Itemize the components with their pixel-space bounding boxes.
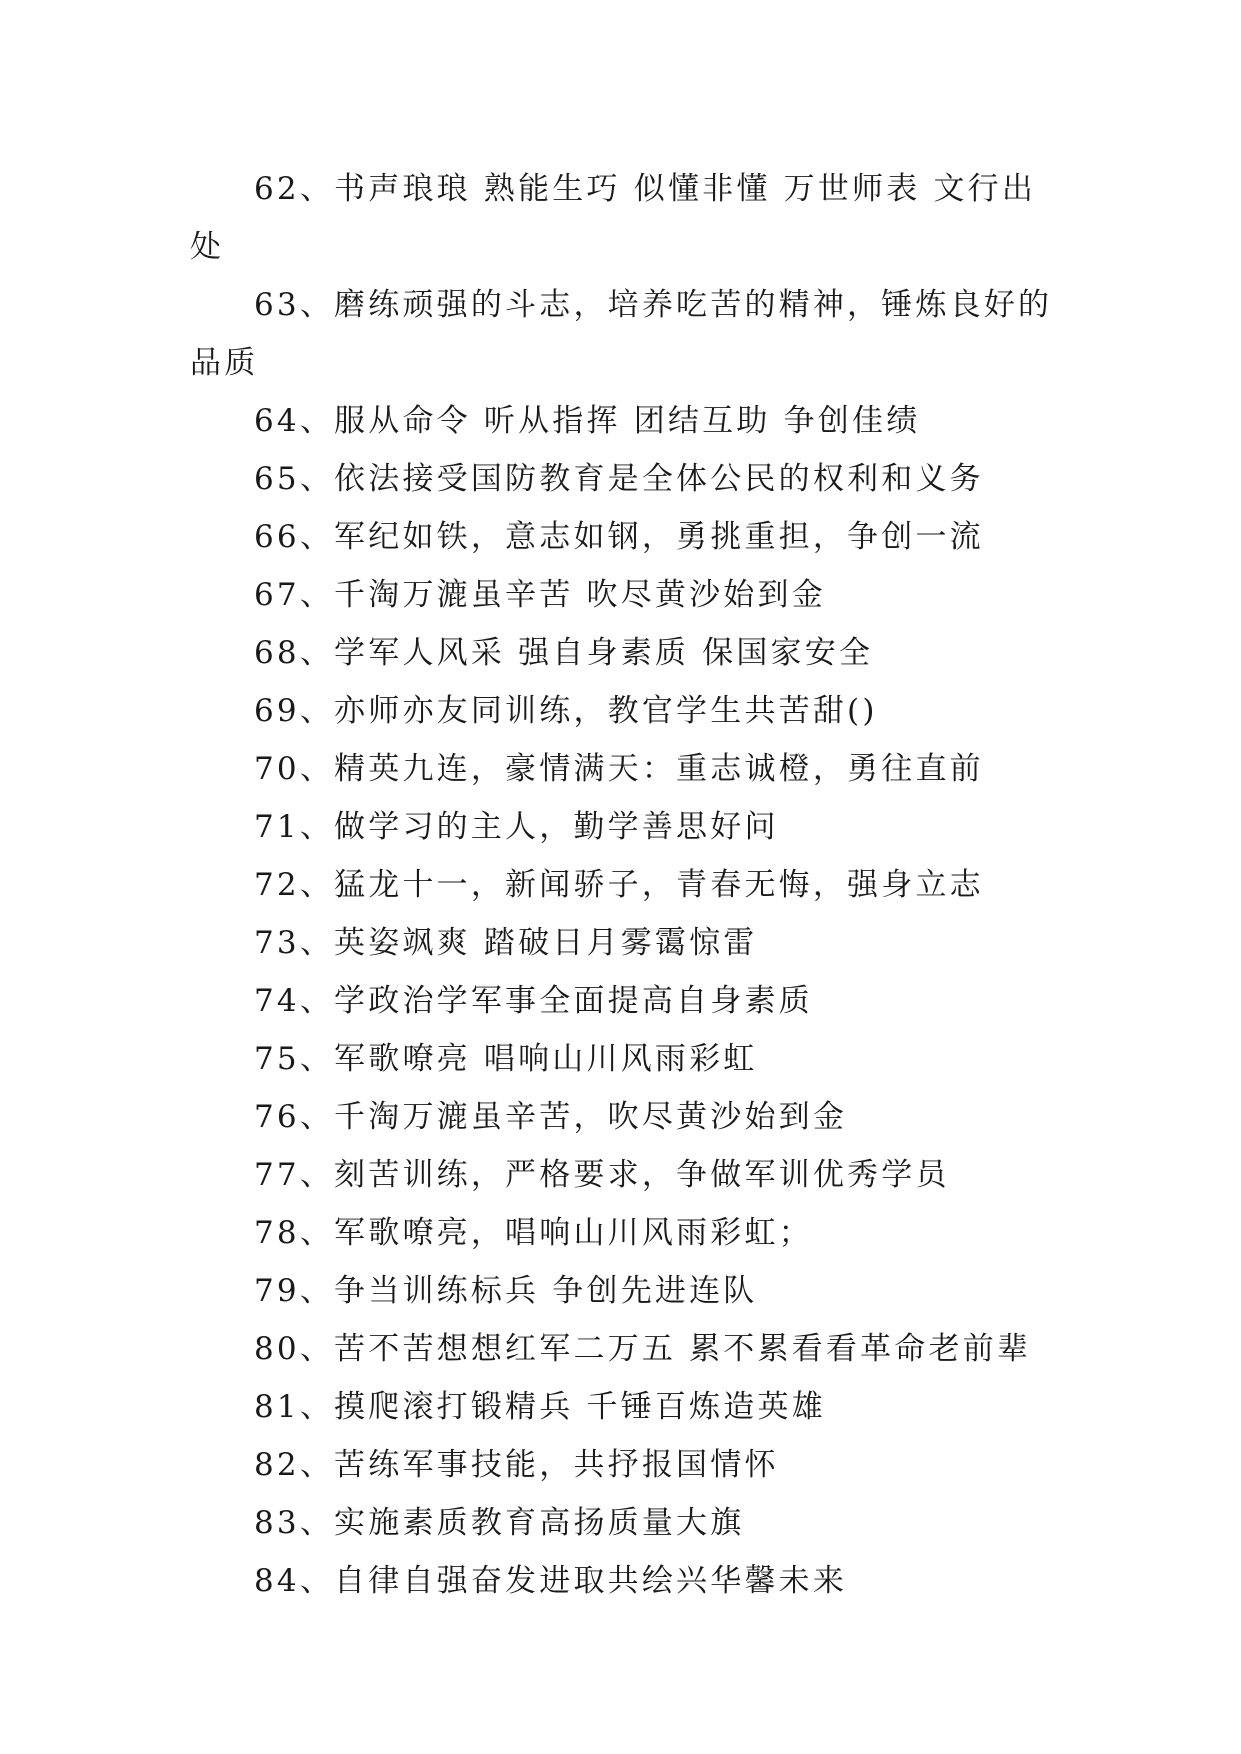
slogan-line-64: 64、服从命令 听从指挥 团结互助 争创佳绩 (254, 403, 921, 439)
slogan-line-67: 67、千淘万漉虽辛苦 吹尽黄沙始到金 (254, 577, 826, 613)
slogan-line-65: 65、依法接受国防教育是全体公民的权利和义务 (254, 461, 984, 497)
slogan-line-63: 63、磨练顽强的斗志，培养吃苦的精神，锤炼良好的品质 (190, 287, 1053, 381)
slogan-line-69: 69、亦师亦友同训练，教官学生共苦甜() (254, 693, 878, 729)
slogan-line-73: 73、英姿飒爽 踏破日月雾霭惊雷 (254, 925, 758, 961)
slogan-line-71: 71、做学习的主人，勤学善思好问 (254, 809, 779, 845)
slogan-line-62: 62、书声琅琅 熟能生巧 似懂非懂 万世师表 文行出处 (190, 171, 1037, 265)
slogan-line-78: 78、军歌嘹亮，唱响山川风雨彩虹； (254, 1215, 813, 1251)
slogan-list (190, 160, 1070, 1610)
slogan-line-79: 79、争当训练标兵 争创先进连队 (254, 1273, 758, 1309)
slogan-line-84: 84、自律自强奋发进取共绘兴华馨未来 (254, 1563, 848, 1599)
slogan-line-80: 80、苦不苦想想红军二万五 累不累看看革命老前辈 (254, 1331, 1032, 1367)
slogan-line-74: 74、学政治学军事全面提高自身素质 (254, 983, 813, 1019)
slogan-line-77: 77、刻苦训练，严格要求，争做军训优秀学员 (254, 1157, 950, 1193)
slogan-line-75: 75、军歌嘹亮 唱响山川风雨彩虹 (254, 1041, 758, 1077)
slogan-line-68: 68、学军人风采 强自身素质 保国家安全 (254, 635, 874, 671)
slogan-line-70: 70、精英九连，豪情满天：重志诚橙，勇往直前 (254, 751, 984, 787)
slogan-line-81: 81、摸爬滚打锻精兵 千锤百炼造英雄 (254, 1389, 826, 1425)
slogan-line-82: 82、苦练军事技能，共抒报国情怀 (254, 1447, 779, 1483)
slogan-line-66: 66、军纪如铁，意志如钢，勇挑重担，争创一流 (254, 519, 984, 555)
slogan-line-76: 76、千淘万漉虽辛苦，吹尽黄沙始到金 (254, 1099, 848, 1135)
slogan-line-72: 72、猛龙十一，新闻骄子，青春无悔，强身立志 (254, 867, 984, 903)
slogan-line-83: 83、实施素质教育高扬质量大旗 (254, 1505, 745, 1541)
